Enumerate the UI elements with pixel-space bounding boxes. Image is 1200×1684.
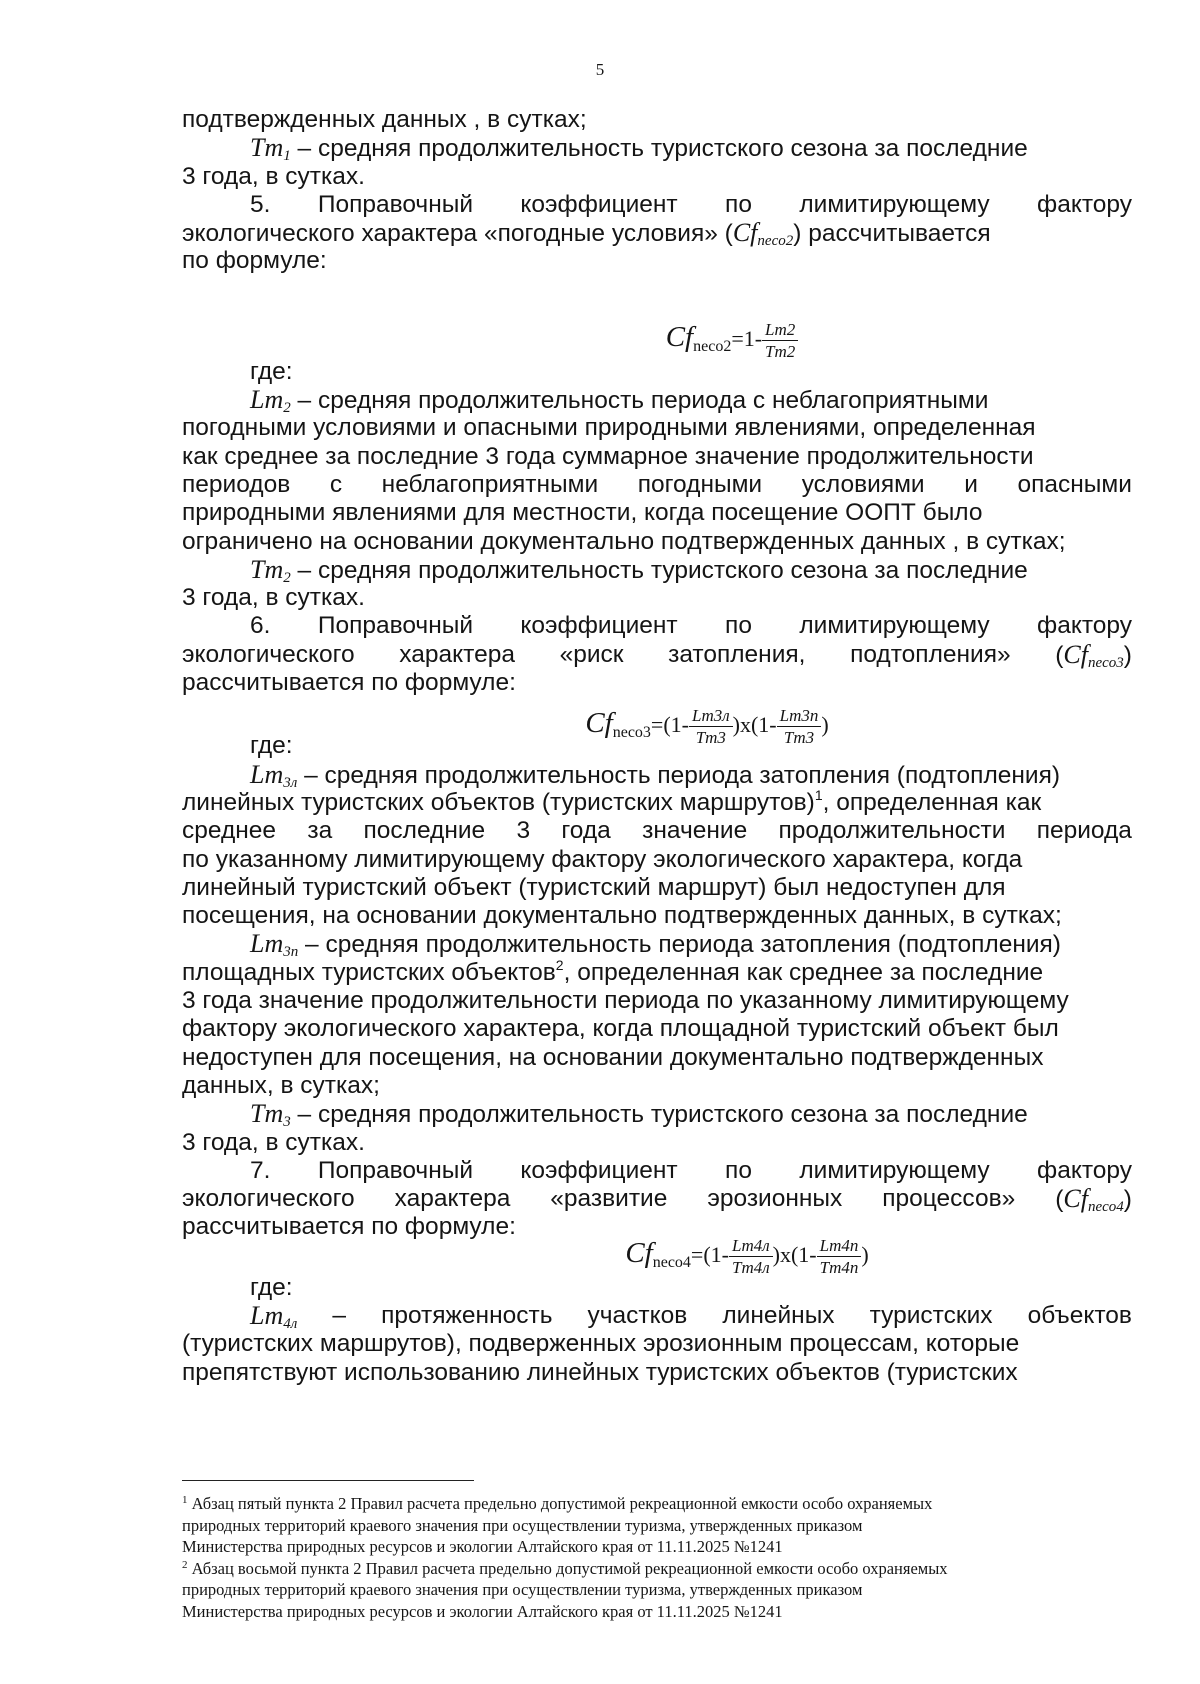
where-label: где: xyxy=(250,1273,293,1301)
word: среднее xyxy=(182,817,277,845)
word: неблагоприятными xyxy=(381,470,599,498)
text-line: как среднее за последние 3 года суммарное значение продолжительности xyxy=(182,442,1034,470)
word: 3 xyxy=(516,817,531,845)
text-line: (туристских маршрутов), подверженных эрозионным процессам, которые xyxy=(182,1330,1020,1358)
word: за xyxy=(307,817,333,845)
text-line: природными явлениями для местности, когда посещение ООПТ было xyxy=(182,499,983,527)
word: по xyxy=(725,1156,752,1184)
text-line xyxy=(182,817,1132,845)
document-body xyxy=(182,106,1132,1387)
footnote-ref-2: 2 xyxy=(555,956,564,973)
word: 7. xyxy=(250,1156,271,1184)
text-line: экологического характера «погодные условия» $(Cf_{neco2})$ рассчитывается xyxy=(182,218,991,250)
footnote-ref-1: 1 xyxy=(814,786,823,803)
paragraph-5-heading xyxy=(182,191,1132,219)
text-line: по формуле: xyxy=(182,247,327,275)
footnote-separator xyxy=(182,1480,474,1481)
formula-cf-neco2: $Cf_{neco2}=1-$ $\frac{Lm2}{Tm2}$ xyxy=(332,276,1132,380)
word: и xyxy=(964,470,978,498)
text-line: линейный туристский объект (туристский маршрут) был недоступен для xyxy=(182,873,1006,901)
word: по xyxy=(725,612,752,640)
word: опасными xyxy=(1017,470,1132,498)
definition-tm3: $Tm_3$ – средняя продолжительность туристского сезона за последние xyxy=(250,1099,1028,1131)
text-line: экологического характера «риск затопления, подтопления» $(Cf_{neco3})$ xyxy=(182,639,1132,671)
text-line: площадных туристских объектов$^2$, определенная как среднее за последние xyxy=(182,956,1044,986)
word: процессов» xyxy=(882,1185,1016,1213)
definition-lm3p: $Lm_{3п}$ – средняя продолжительность периода затопления (подтопления) xyxy=(250,929,1061,961)
text-line: 3 года, в сутках. xyxy=(182,584,365,612)
footnote-1: $^1$ Абзац пятый пункта 2 Правил расчета предельно допустимой рекреационной емкости особо охраняемых xyxy=(182,1494,933,1513)
text-line: данных, в сутках; xyxy=(182,1071,380,1099)
word: «развитие xyxy=(550,1185,668,1213)
text-line: 3 года значение продолжительности периода по указанному лимитирующему xyxy=(182,987,1069,1015)
text-line: рассчитывается по формуле: xyxy=(182,669,516,697)
definition-tm1: $Tm_1$ – средняя продолжительность туристского сезона за последние xyxy=(250,133,1028,165)
word: по xyxy=(725,190,752,218)
word: лимитирующему xyxy=(799,1156,990,1184)
word: фактору xyxy=(1037,612,1132,640)
text-line: линейных туристских объектов (туристских маршрутов)$^1$, определенная как xyxy=(182,786,1042,816)
text-line: препятствуют использованию линейных туристских объектов (туристских xyxy=(182,1358,1018,1386)
word: коэффициент xyxy=(520,612,678,640)
paragraph-6-heading xyxy=(182,612,1132,640)
footnote-2: $^2$ Абзац восьмой пункта 2 Правил расчета предельно допустимой рекреационной емкости особо охраняемых xyxy=(182,1558,948,1578)
footnotes xyxy=(182,1493,1132,1622)
word: «риск xyxy=(559,640,624,668)
word: подтопления» xyxy=(850,640,1011,668)
word: коэффициент xyxy=(520,1156,678,1184)
formula-cf-neco4: $Cf_{neco4}=(1-$ $\frac{Lm4л}{Tm4л}$ )x(1- $\frac{Lm4п}{Tm4п}$ ) xyxy=(625,1235,869,1277)
text-line: ограничено на основании документально подтвержденных данных , в сутках; xyxy=(182,527,1066,555)
word: линейных xyxy=(722,1301,835,1329)
word: года xyxy=(561,817,611,845)
footnote-text: природных территорий краевого значения при осуществлении туризма, утвержденных приказом xyxy=(182,1580,863,1599)
word: фактору xyxy=(1037,1156,1132,1184)
fraction: $\frac{Lm2}{Tm2}$ xyxy=(762,320,798,361)
word: периода xyxy=(1036,817,1132,845)
text-line: подтвержденных данных , в сутках; xyxy=(182,106,587,133)
text-line xyxy=(182,471,1132,499)
paragraph-7-heading xyxy=(182,1157,1132,1185)
word: экологического xyxy=(182,1185,355,1213)
text-line: посещения, на основании документально подтвержденных данных, в сутках; xyxy=(182,902,1062,930)
word: характера xyxy=(394,1185,511,1213)
word: продолжительности xyxy=(778,817,1006,845)
symbol-cf-neco2: $Cf_{neco2}$ xyxy=(732,218,794,250)
text-line: по указанному лимитирующему фактору экологического характера, когда xyxy=(182,845,1023,873)
word: экологического xyxy=(182,640,355,668)
text-line: фактору экологического характера, когда площадной туристский объект был xyxy=(182,1015,1059,1043)
word: лимитирующему xyxy=(799,612,990,640)
word: протяженность xyxy=(381,1301,553,1329)
word: затопления, xyxy=(668,640,806,668)
word: коэффициент xyxy=(520,190,678,218)
definition-lm3l: $Lm_{3л}$ – средняя продолжительность периода затопления (подтопления) xyxy=(250,759,1061,791)
page-number: 5 xyxy=(595,60,605,79)
text-line: экологического характера «развитие эрозионных процессов» $(Cf_{neco4})$ xyxy=(182,1184,1132,1216)
where-label: где: xyxy=(250,357,293,385)
text-line: 3 года, в сутках. xyxy=(182,162,365,190)
text-line: рассчитывается по формуле: xyxy=(182,1213,516,1241)
footnote-text: природных территорий краевого значения при осуществлении туризма, утвержденных приказом xyxy=(182,1515,863,1535)
definition-tm2: $Tm_2$ – средняя продолжительность туристского сезона за последние xyxy=(250,554,1028,586)
word: Поправочный xyxy=(317,612,474,640)
where-label: где: xyxy=(250,732,293,760)
text-line: погодными условиями и опасными природными явлениями, определенная xyxy=(182,414,1036,442)
word: периодов xyxy=(182,470,291,498)
word: объектов xyxy=(1027,1301,1132,1329)
word: погодными xyxy=(637,470,763,498)
word: лимитирующему xyxy=(799,190,990,218)
definition-lm2: $Lm_2$ – средняя продолжительность периода с неблагоприятными xyxy=(250,385,989,417)
word: характера xyxy=(399,640,515,668)
word: участков xyxy=(587,1301,688,1329)
definition-lm4l: $Lm_{4л}$ – протяженность участков линейных туристских объектов xyxy=(250,1300,1132,1332)
word: туристских xyxy=(869,1301,993,1329)
word: 5. xyxy=(250,190,271,218)
footnote-text: Министерства природных ресурсов и экологии Алтайского края от 11.11.2025 №1241 xyxy=(182,1537,783,1556)
text-line: недоступен для посещения, на основании документально подтвержденных xyxy=(182,1043,1044,1071)
formula-cf-neco3: $Cf_{neco3}=(1-$ $\frac{Lm3л}{Tm3}$ )x(1- $\frac{Lm3п}{Tm3}$ ) xyxy=(585,706,829,748)
word: – xyxy=(332,1301,346,1329)
word: Поправочный xyxy=(317,1156,474,1184)
word: значение xyxy=(642,817,748,845)
word: последние xyxy=(363,817,486,845)
word: условиями xyxy=(801,470,925,498)
word: 6. xyxy=(250,612,271,640)
footnote-text: Министерства природных ресурсов и экологии Алтайского края от 11.11.2025 №1241 xyxy=(182,1601,783,1621)
symbol-tm1: $Tm_1$ xyxy=(250,133,291,165)
word: с xyxy=(329,470,343,498)
text-line: 3 года, в сутках. xyxy=(182,1128,365,1156)
word: фактору xyxy=(1037,190,1132,218)
word: Поправочный xyxy=(317,190,474,218)
word: эрозионных xyxy=(707,1185,843,1213)
